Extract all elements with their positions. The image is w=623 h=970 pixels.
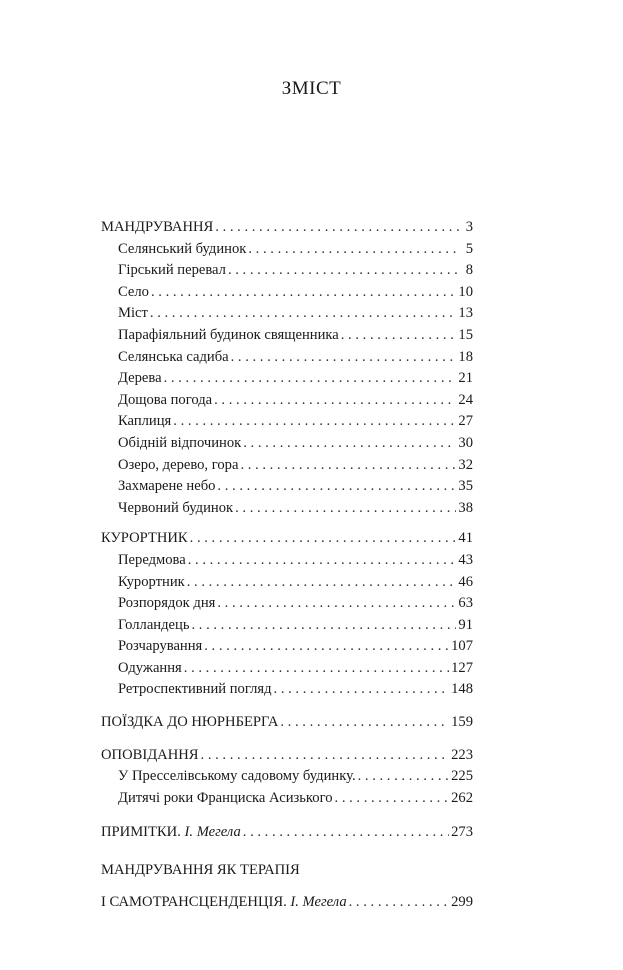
toc-page-number: 225 bbox=[451, 768, 473, 785]
toc-section-terapiia-line1[interactable] bbox=[101, 862, 473, 884]
toc-entry-label: Червоний будинок bbox=[118, 499, 234, 516]
toc-page-number: 10 bbox=[458, 283, 473, 300]
toc-entry-label: Одужання bbox=[118, 659, 182, 676]
dot-leader bbox=[164, 370, 457, 387]
toc-page-number: 24 bbox=[458, 391, 473, 408]
toc-entry-label: Дощова погода bbox=[118, 391, 213, 408]
toc-entry-label: У Пресселівському садовому будинку. bbox=[118, 768, 356, 785]
toc-section-terapiia-line2[interactable] bbox=[101, 894, 473, 916]
toc-page-number: 27 bbox=[458, 413, 473, 430]
toc-entry[interactable] bbox=[101, 457, 473, 479]
toc-section-prymitky[interactable] bbox=[101, 824, 473, 846]
toc-page-number: 41 bbox=[458, 530, 473, 547]
toc-entry-label: Розпорядок дня bbox=[118, 595, 216, 612]
dot-leader bbox=[191, 617, 456, 634]
table-of-contents bbox=[101, 219, 473, 915]
toc-entry-label: Село bbox=[118, 283, 149, 300]
toc-entry[interactable] bbox=[101, 660, 473, 682]
dot-leader bbox=[201, 747, 450, 764]
toc-entry-label: Селянський будинок bbox=[118, 240, 247, 257]
toc-entry-label: МАНДРУВАННЯ ЯК ТЕРАПІЯ bbox=[101, 862, 300, 879]
toc-section-poizdka[interactable] bbox=[101, 714, 473, 736]
dot-leader bbox=[240, 457, 456, 474]
toc-entry[interactable] bbox=[101, 500, 473, 522]
dot-leader bbox=[150, 305, 457, 322]
toc-entry-title: ПРИМІТКИ. bbox=[101, 824, 181, 841]
toc-entry-label: Курортник bbox=[118, 573, 185, 590]
toc-entry-author: І. Мегела bbox=[184, 824, 241, 841]
dot-leader bbox=[173, 413, 456, 430]
toc-entry[interactable] bbox=[101, 638, 473, 660]
toc-entry[interactable] bbox=[101, 478, 473, 500]
dot-leader bbox=[151, 284, 456, 301]
dot-leader bbox=[243, 435, 456, 452]
toc-entry-title: І САМОТРАНСЦЕНДЕНЦІЯ. bbox=[101, 893, 287, 910]
dot-leader bbox=[228, 262, 461, 279]
toc-page-number: 15 bbox=[458, 326, 473, 343]
toc-entry-label: Каплиця bbox=[118, 413, 172, 430]
dot-leader bbox=[215, 219, 461, 236]
toc-entry-label: Парафіяльний будинок священника bbox=[118, 326, 339, 343]
toc-entry[interactable] bbox=[101, 617, 473, 639]
toc-entry-label: Міст bbox=[118, 305, 148, 322]
toc-page-number: 273 bbox=[451, 824, 473, 841]
dot-leader bbox=[280, 714, 449, 731]
toc-page-number: 91 bbox=[458, 616, 473, 633]
dot-leader bbox=[187, 574, 457, 591]
toc-entry[interactable] bbox=[101, 681, 473, 703]
dot-leader bbox=[248, 241, 461, 258]
toc-entry-label bbox=[101, 894, 347, 911]
toc-entry[interactable] bbox=[101, 552, 473, 574]
toc-page-number: 148 bbox=[451, 681, 473, 698]
toc-entry[interactable] bbox=[101, 327, 473, 349]
toc-entry-label: Передмова bbox=[118, 551, 186, 568]
dot-leader bbox=[217, 595, 456, 612]
toc-entry[interactable] bbox=[101, 595, 473, 617]
toc-page-number: 223 bbox=[451, 746, 473, 763]
toc-page-number: 262 bbox=[451, 789, 473, 806]
toc-entry-label: Розчарування bbox=[118, 638, 203, 655]
toc-page-number: 21 bbox=[458, 370, 473, 387]
toc-entry-label: Голландець bbox=[118, 616, 190, 633]
dot-leader bbox=[184, 660, 449, 677]
dot-leader bbox=[335, 790, 450, 807]
dot-leader bbox=[231, 349, 457, 366]
dot-leader bbox=[235, 500, 456, 517]
toc-page-number: 35 bbox=[458, 478, 473, 495]
toc-entry-label: Обідній відпочинок bbox=[118, 434, 242, 451]
toc-entry-author: І. Мегела bbox=[290, 893, 347, 910]
toc-page-number: 3 bbox=[465, 219, 473, 235]
toc-page-number: 46 bbox=[458, 573, 473, 590]
toc-entry-label: Ретроспективний погляд bbox=[118, 681, 272, 698]
toc-entry[interactable] bbox=[101, 241, 473, 263]
toc-entry[interactable] bbox=[101, 392, 473, 414]
toc-entry-label: Захмарене небо bbox=[118, 478, 216, 495]
toc-entry-label: Гірський перевал bbox=[118, 262, 226, 279]
toc-page-number: 107 bbox=[451, 638, 473, 655]
toc-entry-label: КУРОРТНИК bbox=[101, 530, 188, 547]
toc-entry[interactable] bbox=[101, 435, 473, 457]
toc-section-opovidannia[interactable] bbox=[101, 747, 473, 769]
toc-page-number: 38 bbox=[458, 499, 473, 516]
toc-page-number: 13 bbox=[458, 305, 473, 322]
toc-page-number: 18 bbox=[458, 348, 473, 365]
toc-section-mandruvannia[interactable] bbox=[101, 219, 473, 241]
toc-page-number: 159 bbox=[451, 714, 473, 731]
toc-entry-label: ПОЇЗДКА ДО НЮРНБЕРГА bbox=[101, 714, 279, 731]
dot-leader bbox=[188, 552, 457, 569]
dot-leader bbox=[190, 530, 457, 547]
toc-page-number: 127 bbox=[451, 659, 473, 676]
toc-entry-label bbox=[101, 824, 241, 841]
dot-leader bbox=[217, 478, 456, 495]
toc-entry[interactable] bbox=[101, 574, 473, 596]
toc-entry-label: Селянська садиба bbox=[118, 348, 229, 365]
toc-page-number: 30 bbox=[458, 434, 473, 451]
toc-entry[interactable] bbox=[101, 790, 473, 812]
toc-page-number: 5 bbox=[465, 240, 473, 257]
toc-entry[interactable] bbox=[101, 305, 473, 327]
dot-leader bbox=[274, 681, 450, 698]
toc-entry-label: ОПОВІДАННЯ bbox=[101, 746, 199, 763]
dot-leader bbox=[204, 638, 449, 655]
toc-page-number: 299 bbox=[451, 893, 473, 910]
toc-entry[interactable] bbox=[101, 413, 473, 435]
toc-entry-label: Дитячі роки Франциска Асизького bbox=[118, 789, 333, 806]
dot-leader bbox=[341, 327, 457, 344]
page-title: ЗМІСТ bbox=[281, 78, 342, 99]
toc-entry-label: МАНДРУВАННЯ bbox=[101, 219, 214, 235]
toc-entry[interactable] bbox=[101, 768, 473, 790]
toc-page-number: 8 bbox=[465, 262, 473, 279]
toc-section-kurortnyk[interactable] bbox=[101, 530, 473, 552]
toc-entry-label: Озеро, дерево, гора bbox=[118, 456, 239, 473]
toc-page-number: 43 bbox=[458, 551, 473, 568]
toc-entry[interactable] bbox=[101, 349, 473, 371]
dot-leader bbox=[358, 768, 450, 785]
dot-leader bbox=[214, 392, 456, 409]
dot-leader bbox=[243, 824, 449, 841]
toc-page-number: 63 bbox=[458, 595, 473, 612]
toc-entry-label: Дерева bbox=[118, 370, 162, 387]
dot-leader bbox=[349, 894, 449, 911]
toc-entry[interactable] bbox=[101, 262, 473, 284]
toc-entry[interactable] bbox=[101, 284, 473, 306]
toc-entry[interactable] bbox=[101, 370, 473, 392]
toc-page-number: 32 bbox=[458, 456, 473, 473]
